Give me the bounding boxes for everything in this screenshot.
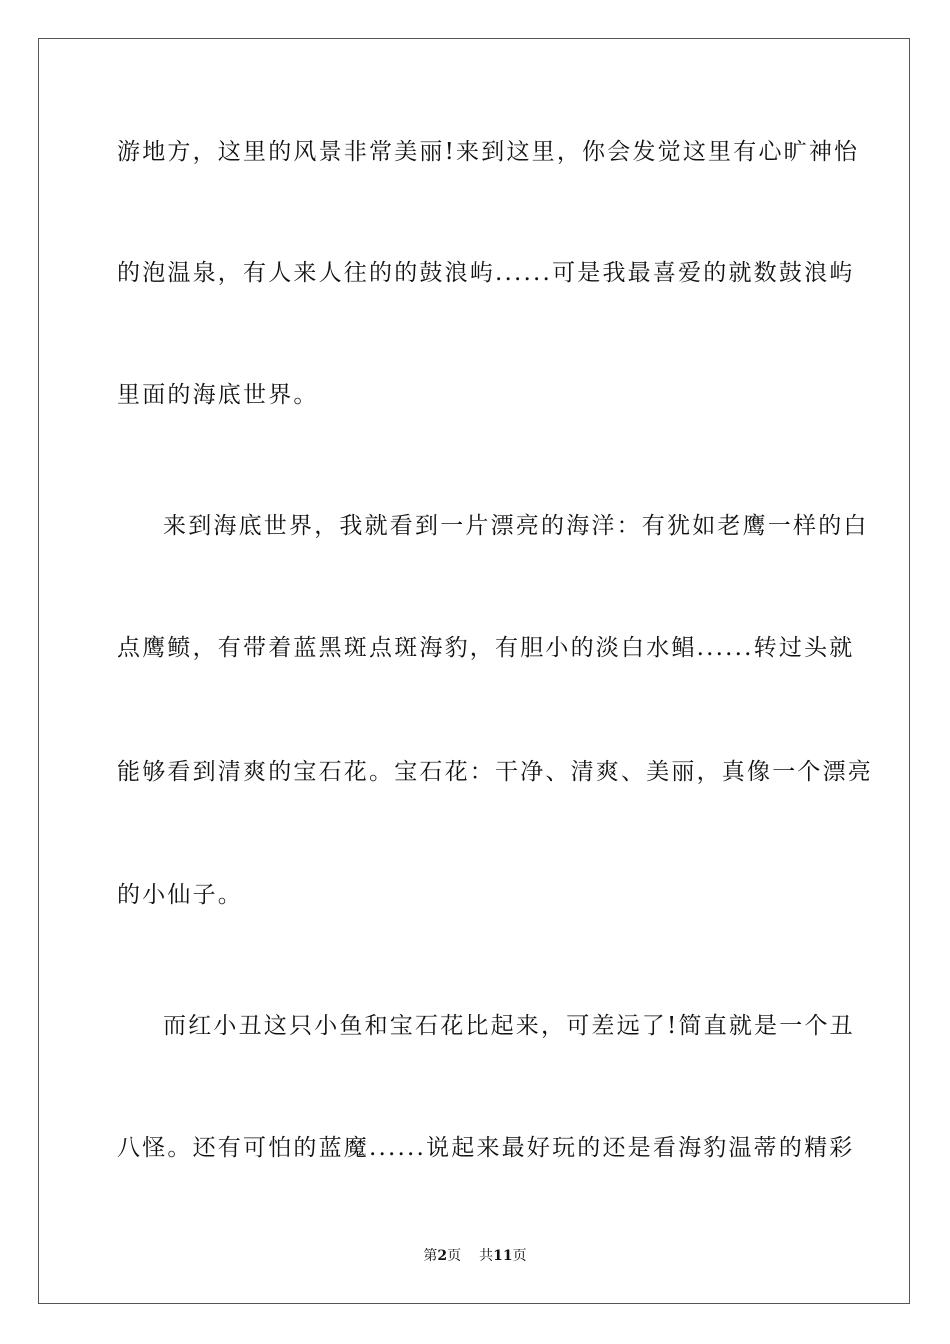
paragraph-line: 而红小丑这只小鱼和宝石花比起来，可差远了!简直就是一个丑 [163,1013,855,1039]
paragraph-line: 来到海底世界，我就看到一片漂亮的海洋：有犹如老鹰一样的白 [163,513,869,539]
page-footer [0,1247,950,1265]
paragraph-line: 的泡温泉，有人来人往的的鼓浪屿......可是我最喜爱的就数鼓浪屿 [117,260,855,286]
footer-page-total: 11 [493,1248,513,1264]
paragraph-line: 点鹰鲼，有带着蓝黑斑点斑海豹，有胆小的淡白水鲳......转过头就 [117,635,855,661]
paragraph-line: 能够看到清爽的宝石花。宝石花：干净、清爽、美丽，真像一个漂亮 [117,759,873,785]
paragraph-line: 游地方，这里的风景非常美丽!来到这里，你会发觉这里有心旷神怡 [117,139,860,165]
footer-total-prefix: 共 [479,1248,494,1264]
footer-page-current: 2 [437,1248,448,1264]
footer-page-prefix: 第 [423,1248,438,1264]
footer-total-suffix: 页 [512,1248,527,1264]
paragraph-line: 里面的海底世界。 [117,382,319,408]
paragraph-line: 的小仙子。 [117,882,243,908]
paragraph-line: 八怪。还有可怕的蓝魔......说起来最好玩的还是看海豹温蒂的精彩 [117,1135,855,1161]
page-border [38,38,910,1304]
footer-page-mid: 页 [447,1248,462,1264]
